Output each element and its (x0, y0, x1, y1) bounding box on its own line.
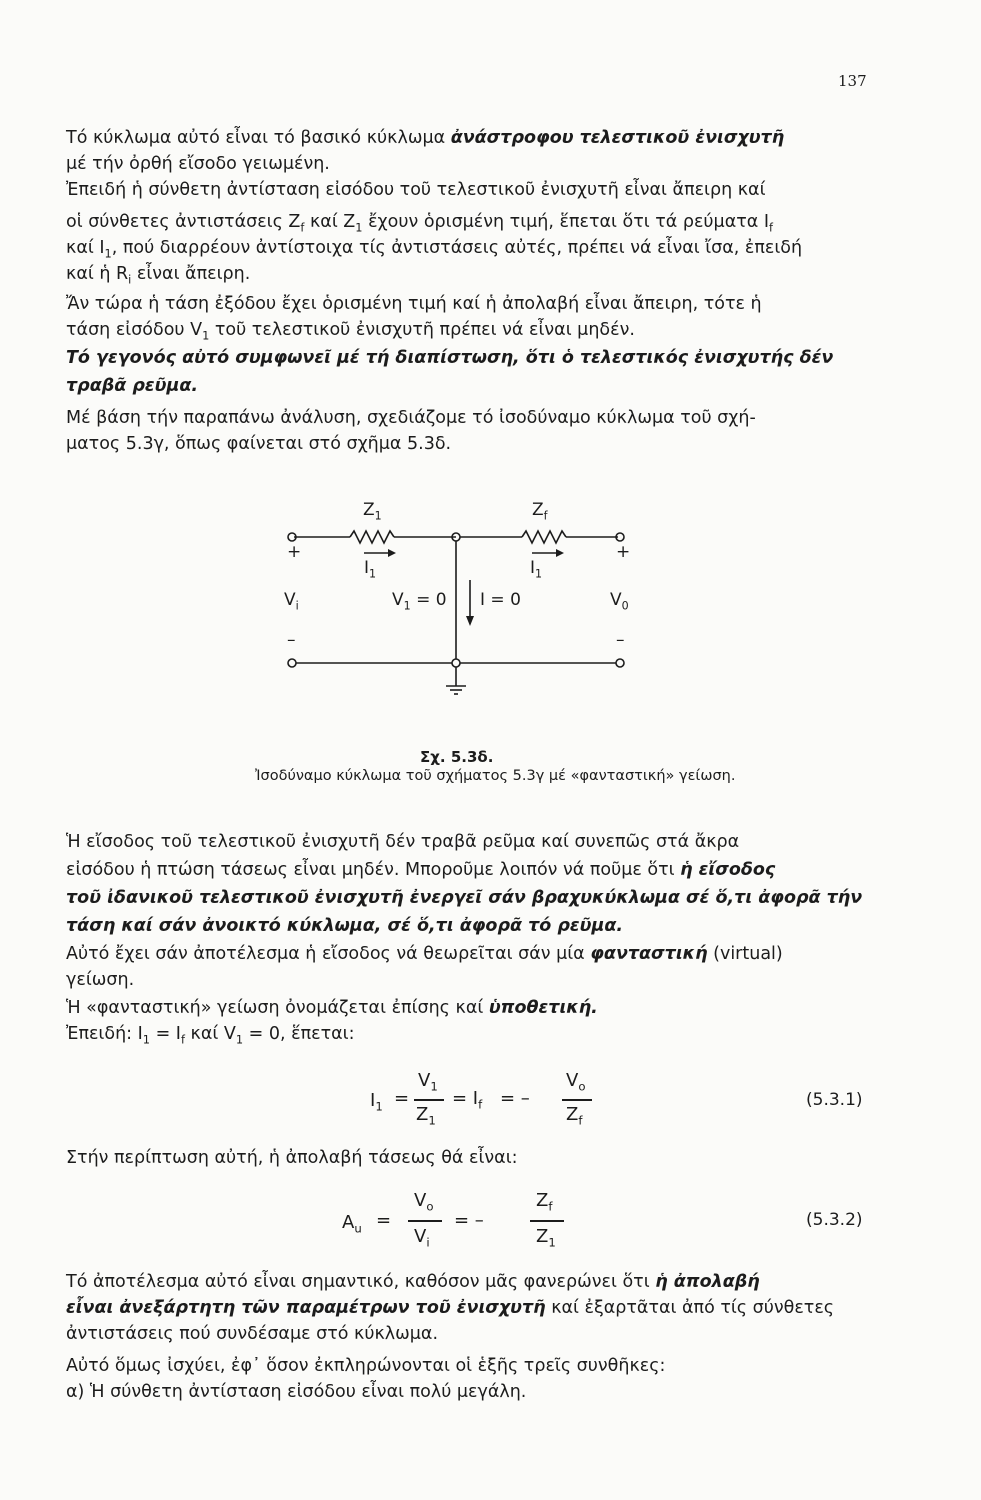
eq1-frac-line2 (562, 1099, 592, 1101)
para10-line1: Στήν περίπτωση αὐτή, ἡ ἀπολαβή τάσεως θά εἶναι: (66, 1148, 518, 1168)
para2-line1: Ἐπειδή ἡ σύνθετη ἀντίσταση εἰσόδου τοῦ τελεστικοῦ ἐνισχυτῆ εἶναι ἄπειρη καί (66, 180, 766, 200)
eq2-num1: $V_o$ (414, 1190, 434, 1214)
para11-line2: εἶναι ἀνεξάρτητη τῶν παραμέτρων τοῦ ἐνισχυτῆ καί ἐξαρτᾶται ἀπό τίς σύνθετες (66, 1298, 835, 1318)
eq2-number: (5.3.2) (806, 1210, 863, 1230)
eq2-frac-line2 (530, 1220, 564, 1222)
eq1-frac-line1 (414, 1099, 444, 1101)
figure-caption-title: Σχ. 5.3δ. (420, 748, 494, 766)
terminal-in-bottom (288, 659, 296, 667)
label-plus-right: + (616, 542, 631, 562)
label-vi: $V_i$ (284, 590, 299, 613)
para11-line3: ἀντιστάσεις πού συνδέσαμε στό κύκλωμα. (66, 1324, 439, 1344)
para2-line2: οἱ σύνθετες ἀντιστάσεις $Z_f$ καί $Z_1$ ἔχουν ὁρισμένη τιμή, ἕπεται ὅτι τά ρεύματα $I_f$ (66, 212, 774, 235)
eq1-lhs: $I_1$ (370, 1090, 383, 1114)
eq2-frac-line1 (408, 1220, 442, 1222)
eq2-num2: $Z_f$ (536, 1190, 553, 1214)
eq2-den2: $Z_1$ (536, 1226, 556, 1250)
label-i-zero: I = 0 (480, 590, 521, 610)
arrowhead-i-zero (466, 616, 474, 626)
eq1-equals: = (394, 1088, 410, 1109)
arrowhead-i1-left (388, 549, 396, 557)
eq2-mid: = – (454, 1210, 484, 1231)
terminal-out-bottom (616, 659, 624, 667)
eq1-mid: = $I_f$ (452, 1088, 483, 1112)
arrowhead-i1-right (556, 549, 564, 557)
para12-line1: Αὐτό ὅμως ἰσχύει, ἐφ᾽ ὅσον ἐκπληρώνονται οἱ ἑξῆς τρεῖς συνθῆκες: (66, 1356, 666, 1376)
label-i1-left: $I_1$ (364, 558, 377, 581)
para6-line1: Ἡ εἴσοδος τοῦ τελεστικοῦ ἐνισχυτῆ δέν τραβᾶ ρεῦμα καί συνεπῶς στά ἄκρα (66, 832, 740, 852)
para1-line1: Τό κύκλωμα αὐτό εἶναι τό βασικό κύκλωμα ἀνάστροφου τελεστικοῦ ἐνισχυτῆ (66, 128, 785, 148)
label-z1: $Z_1$ (363, 500, 382, 523)
label-minus-left: – (287, 630, 296, 650)
label-v1: $V_1 = 0$ (392, 590, 447, 613)
para6-line2: εἰσόδου ἡ πτώση τάσεως εἶναι μηδέν. Μποροῦμε λοιπόν νά ποῦμε ὅτι ἡ εἴσοδος (66, 860, 776, 880)
para2-line3: καί $I_1$, πού διαρρέουν ἀντίστοιχα τίς ἀντιστάσεις αὐτές, πρέπει νά εἶναι ἴσα, ἐπειδή (66, 238, 803, 261)
para12-line2: α) Ἡ σύνθετη ἀντίσταση εἰσόδου εἶναι πολύ μεγάλη. (66, 1382, 527, 1402)
figure-caption-text: Ἰσοδύναμο κύκλωμα τοῦ σχήματος 5.3γ μέ «φανταστική» γείωση. (255, 768, 736, 784)
resistor-z1 (350, 531, 394, 543)
eq1-num2: $V_o$ (566, 1070, 586, 1094)
eq1-num1: $V_1$ (418, 1070, 438, 1094)
para3-line1: Ἄν τώρα ἡ τάση ἐξόδου ἔχει ὁρισμένη τιμή καί ἡ ἀπολαβή εἶναι ἄπειρη, τότε ἡ (66, 294, 762, 314)
para4-line2: τραβᾶ ρεῦμα. (66, 376, 198, 396)
para6-line4: τάση καί σάν ἀνοικτό κύκλωμα, σέ ὅ,τι ἀφορᾶ τό ρεῦμα. (66, 916, 624, 936)
page-number: 137 (838, 72, 867, 90)
circuit-figure (270, 490, 650, 720)
label-zf: $Z_f$ (532, 500, 548, 523)
junction-node-bottom (452, 659, 460, 667)
eq1-mid2: = – (500, 1088, 530, 1109)
eq1-number: (5.3.1) (806, 1090, 863, 1110)
para8-line1: Ἡ «φανταστική» γείωση ὀνομάζεται ἐπίσης καί ὑποθετική. (66, 998, 598, 1018)
eq2-equals: = (376, 1210, 392, 1231)
para11-line1: Τό ἀποτέλεσμα αὐτό εἶναι σημαντικό, καθόσον μᾶς φανερώνει ὅτι ἡ ἀπολαβή (66, 1272, 760, 1292)
label-vo: $V_0$ (610, 590, 629, 613)
label-minus-right: – (616, 630, 625, 650)
eq1-den1: $Z_1$ (416, 1104, 436, 1128)
circuit-diagram (270, 490, 650, 720)
para4-line1: Τό γεγονός αὐτό συμφωνεῖ μέ τή διαπίστωση, ὅτι ὁ τελεστικός ἐνισχυτής δέν (66, 348, 834, 368)
resistor-zf (522, 531, 566, 543)
label-plus-left: + (287, 542, 302, 562)
para7-line1: Αὐτό ἔχει σάν ἀποτέλεσμα ἡ εἴσοδος νά θεωρεῖται σάν μία φανταστική (virtual) (66, 944, 783, 964)
para9-line1: Ἐπειδή: $I_1 = I_f$ καί $V_1 = 0$, ἕπεται: (66, 1024, 355, 1047)
eq2-den1: $V_i$ (414, 1226, 430, 1250)
para1-line2: μέ τήν ὀρθή εἴσοδο γειωμένη. (66, 154, 330, 174)
eq2-lhs: $A_u$ (342, 1212, 362, 1236)
para5-line1: Μέ βάση τήν παραπάνω ἀνάλυση, σχεδιάζομε τό ἰσοδύναμο κύκλωμα τοῦ σχή- (66, 408, 756, 428)
label-i1-right: $I_1$ (530, 558, 543, 581)
para3-line2: τάση εἰσόδου $V_1$ τοῦ τελεστικοῦ ἐνισχυτῆ πρέπει νά εἶναι μηδέν. (66, 320, 635, 343)
eq1-den2: $Z_f$ (566, 1104, 583, 1128)
para7-line2: γείωση. (66, 970, 135, 990)
para5-line2: ματος 5.3γ, ὅπως φαίνεται στό σχῆμα 5.3δ. (66, 434, 452, 454)
para6-line3: τοῦ ἰδανικοῦ τελεστικοῦ ἐνισχυτῆ ἐνεργεῖ σάν βραχυκύκλωμα σέ ὅ,τι ἀφορᾶ τήν (66, 888, 863, 908)
para2-line4: καί ἡ $R_i$ εἶναι ἄπειρη. (66, 264, 251, 287)
